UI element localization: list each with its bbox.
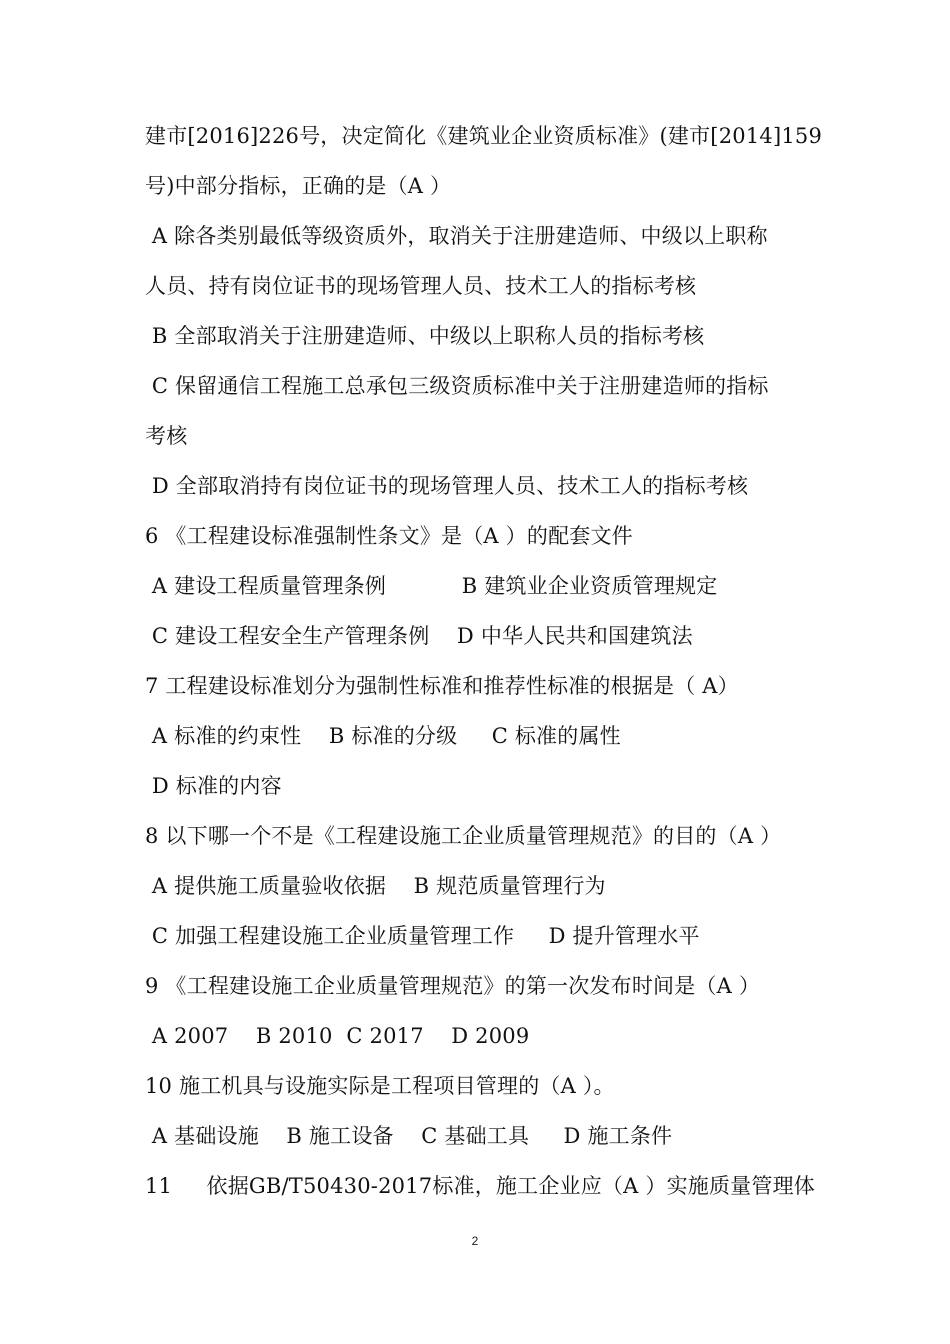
text-line: C 建设工程安全生产管理条例 D 中华人民共和国建筑法 bbox=[145, 624, 693, 648]
text-line: 号)中部分指标，正确的是（A ） bbox=[145, 174, 452, 198]
text-line: A 基础设施 B 施工设备 C 基础工具 D 施工条件 bbox=[145, 1124, 673, 1148]
text-line: A 标准的约束性 B 标准的分级 C 标准的属性 bbox=[145, 724, 621, 748]
text-line: 8 以下哪一个不是《工程建设施工企业质量管理规范》的目的（A ） bbox=[145, 824, 782, 848]
page-number: 2 bbox=[471, 1234, 479, 1248]
text-line: D 全部取消持有岗位证书的现场管理人员、技术工人的指标考核 bbox=[145, 474, 749, 498]
text-line: C 加强工程建设施工企业质量管理工作 D 提升管理水平 bbox=[145, 924, 700, 948]
text-line: A 建设工程质量管理条例 B 建筑业企业资质管理规定 bbox=[145, 574, 718, 598]
text-line: C 保留通信工程施工总承包三级资质标准中关于注册建造师的指标 bbox=[145, 374, 769, 398]
text-line: 6 《工程建设标准强制性条文》是（A ）的配套文件 bbox=[145, 524, 633, 548]
text-line: 人员、持有岗位证书的现场管理人员、技术工人的指标考核 bbox=[145, 274, 697, 298]
text-line: 9 《工程建设施工企业质量管理规范》的第一次发布时间是（A ） bbox=[145, 974, 761, 998]
text-line: B 全部取消关于注册建造师、中级以上职称人员的指标考核 bbox=[145, 324, 705, 348]
text-line: A 除各类别最低等级资质外，取消关于注册建造师、中级以上职称 bbox=[145, 224, 768, 248]
text-line: 7 工程建设标准划分为强制性标准和推荐性标准的根据是（ A） bbox=[145, 674, 739, 698]
text-line: A 提供施工质量验收依据 B 规范质量管理行为 bbox=[145, 874, 606, 898]
text-line: 11 依据GB/T50430-2017标准，施工企业应（A ）实施质量管理体 bbox=[145, 1174, 815, 1198]
text-line: 考核 bbox=[145, 424, 188, 448]
text-line: 10 施工机具与设施实际是工程项目管理的（A ）。 bbox=[145, 1074, 615, 1098]
text-line: A 2007 B 2010 C 2017 D 2009 bbox=[145, 1024, 530, 1048]
text-line: 建市[2016]226号，决定简化《建筑业企业资质标准》(建市[2014]159 bbox=[145, 124, 823, 148]
text-line: D 标准的内容 bbox=[145, 774, 282, 798]
